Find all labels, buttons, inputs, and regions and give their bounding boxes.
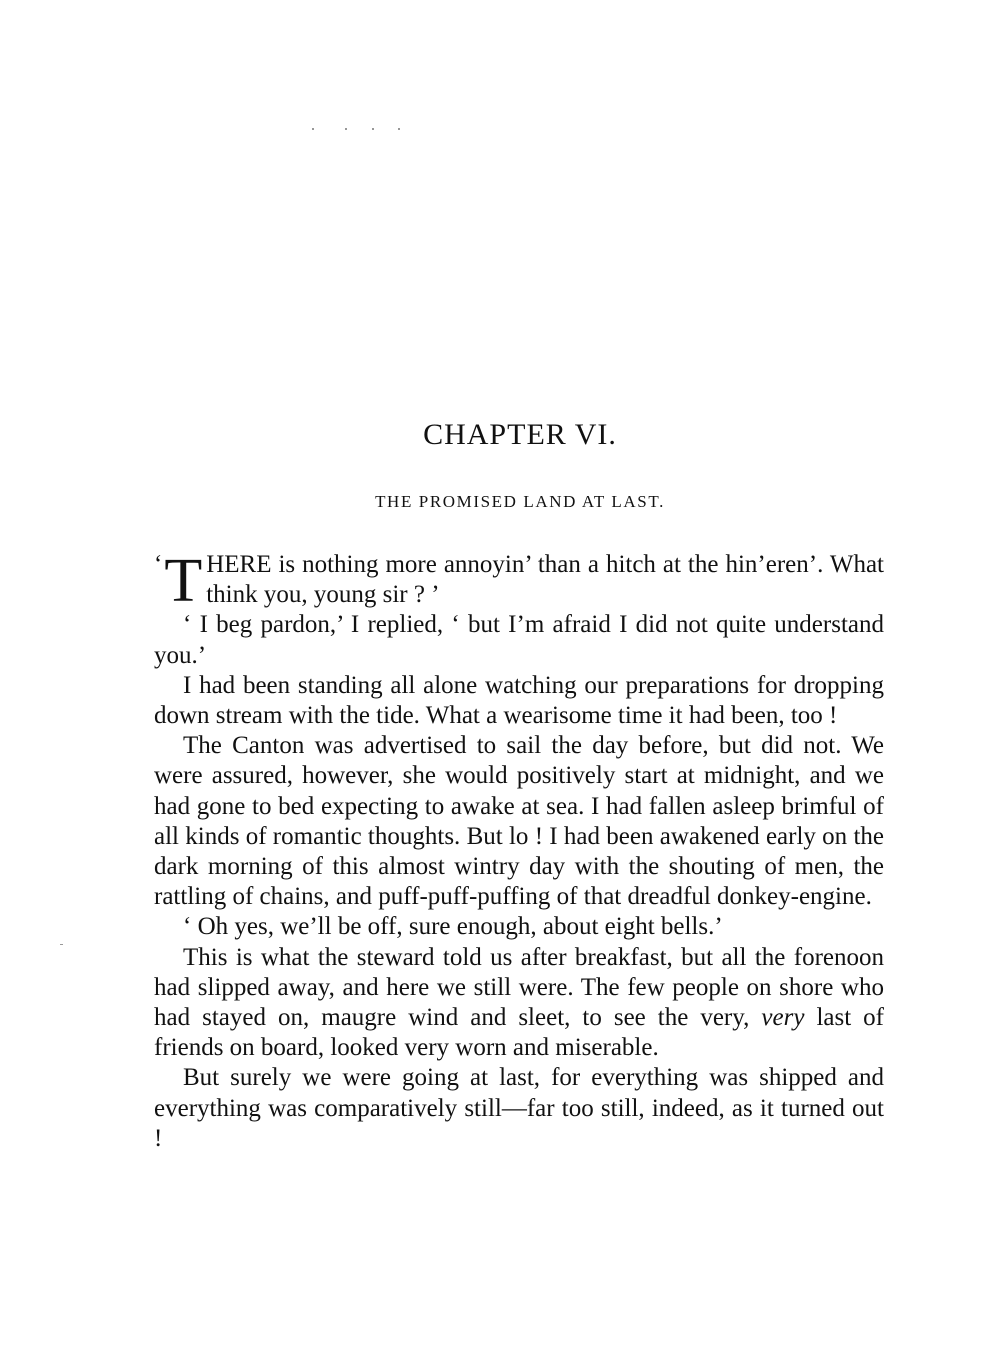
paragraph-1 [154,547,884,615]
drop-cap-group [154,547,203,615]
speck [398,128,400,130]
paragraph-3: I had been standing all alone watching our preparations for dropping down stream with the tide. What a wearisome time it had been, too ! [154,671,884,730]
paragraph-6-text-after: last of friends on board, looked very worn and miserable. [154,1004,884,1062]
paragraph-5: ‘ Oh yes, we’ll be off, sure enough, about eight bells.’ [183,913,723,941]
speck [312,128,314,130]
chapter-title: CHAPTER VI. [423,418,617,451]
emphasis-very: very [761,1004,805,1032]
paragraph-1-text: HERE is nothing more annoyin’ than a hitch at the hin’eren’. What think you, young sir ? ’ [206,551,884,609]
paragraph-6-text-before: This is what the steward told us after breakfast, but all the forenoon had slipped away, and here we still were. The few people on shore who had stayed on, maugre wind and sleet, to see the very, [154,943,884,1032]
speck [345,128,347,130]
paragraph-2: ‘ I beg pardon,’ I replied, ‘ but I’m afraid I did not quite understand you.’ [154,611,884,669]
paragraph-7: But surely we were going at last, for everything was shipped and everything was comparatively still—far too still, indeed, as it turned out ! [154,1064,884,1152]
speck [372,128,374,130]
margin-mark [60,944,63,945]
opening-quote: ‘ [154,551,163,578]
drop-cap: T [164,547,203,615]
paragraph-4: The Canton was advertised to sail the day before, but did not. We were assured, however, she would positively start at midnight, and we had gone to bed expecting to awake at sea. I had fallen asleep brimful of all kinds of romantic thoughts. But lo ! I had been awakened early on the dark morning of this almost wintry day with the shouting of men, the rattling of chains, and puff-puff-puffing of that dreadful donkey-engine. [154,732,884,911]
body-text [154,547,884,1154]
paragraph-6 [154,943,884,1064]
print-specks [312,128,412,132]
chapter-subtitle: THE PROMISED LAND AT LAST. [375,492,665,511]
